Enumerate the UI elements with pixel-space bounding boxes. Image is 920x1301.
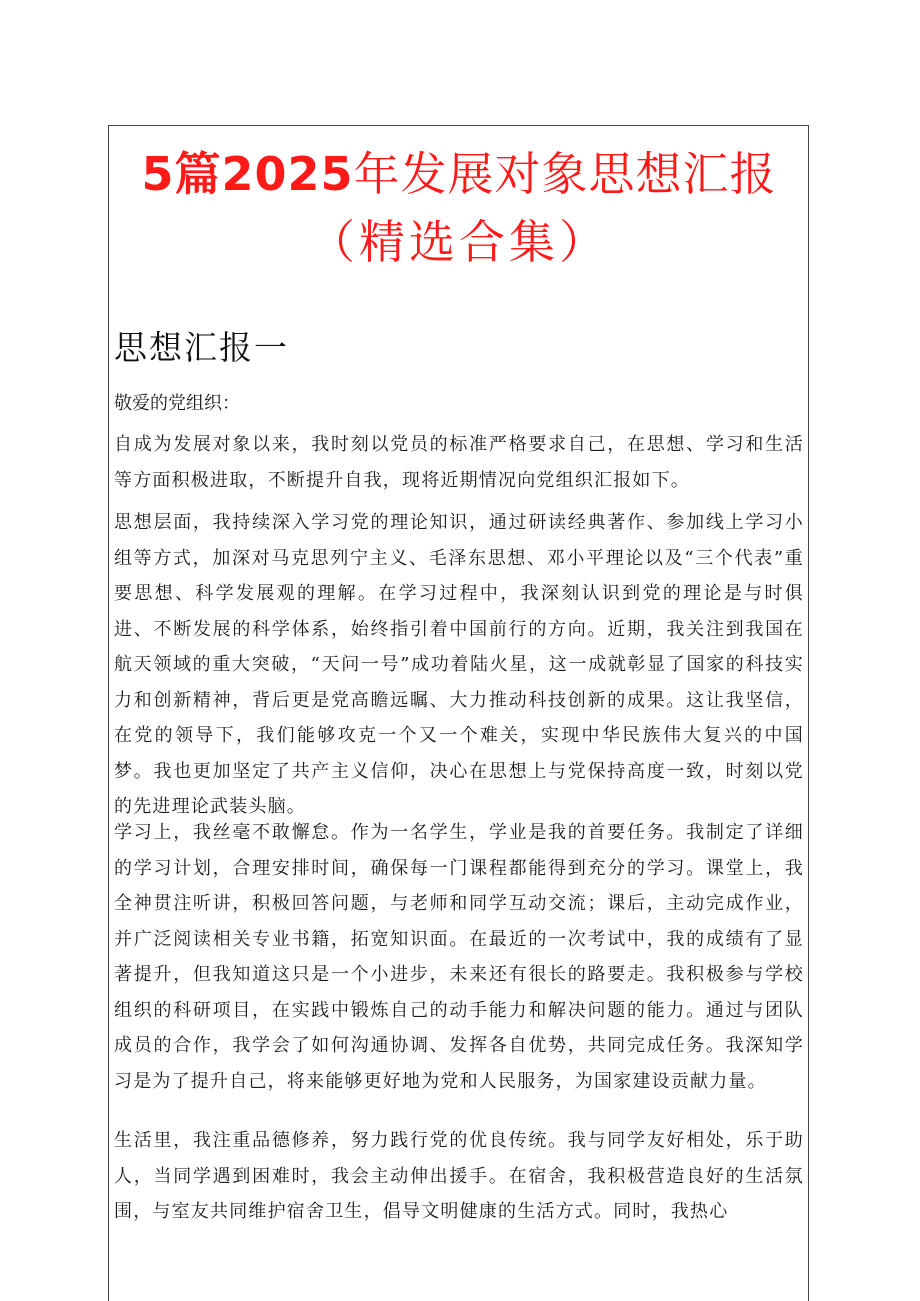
paragraph-life: 生活里，我注重品德修养，努力践行党的优良传统。我与同学友好相处，乐于助人，当同学遇到困难时，我会主动伸出援手。在宿舍，我积极营造良好的生活氛围，与室友共同维护宿舍卫生，倡导文明健康的生活方式。同时，我热心	[114, 1130, 804, 1222]
paragraph-intro: 自成为发展对象以来，我时刻以党员的标准严格要求自己，在思想、学习和生活等方面积极进取，不断提升自我，现将近期情况向党组织汇报如下。	[114, 434, 804, 491]
paragraph-ideology: 思想层面，我持续深入学习党的理论知识，通过研读经典著作、参加线上学习小组等方式，加深对马克思列宁主义、毛泽东思想、邓小平理论以及“三个代表”重要思想、科学发展观的理解。在学习过程中，我深刻认识到党的理论是与时俱进、不断发展的科学体系，始终指引着中国前行的方向。近期，我关注到我国在航天领域的重大突破，“天问一号”成功着陆火星，这一成就彰显了国家的科技实力和创新精神，背后更是党高瞻远瞩、大力推动科技创新的成果。这让我坚信，在党的领导下，我们能够攻克一个又一个难关，实现中华民族伟大复兴的中国梦。我也更加坚定了共产主义信仰，决心在思想上与党保持高度一致，时刻以党的先进理论武装头脑。	[114, 512, 804, 817]
document-title-line1	[108, 146, 810, 202]
title-text: 年发展对象思想汇报	[353, 147, 777, 201]
title-number: 5篇2025	[141, 147, 354, 201]
salutation: 敬爱的党组织：	[114, 393, 240, 414]
document-subtitle: （精选合集）	[309, 215, 609, 269]
paragraph-study: 学习上，我丝毫不敢懈怠。作为一名学生，学业是我的首要任务。我制定了详细的学习计划，合理安排时间，确保每一门课程都能得到充分的学习。课堂上，我全神贯注听讲，积极回答问题，与老师和同学互动交流；课后，主动完成作业，并广泛阅读相关专业书籍，拓宽知识面。在最近的一次考试中，我的成绩有了显著提升，但我知道这只是一个小进步，未来还有很长的路要走。我积极参与学校组织的科研项目，在实践中锻炼自己的动手能力和解决问题的能力。通过与团队成员的合作，我学会了如何沟通协调、发挥各自优势，共同完成任务。我深知学习是为了提升自己，将来能够更好地为党和人民服务，为国家建设贡献力量。	[114, 822, 804, 1092]
section-heading: 思想汇报一	[114, 328, 289, 367]
